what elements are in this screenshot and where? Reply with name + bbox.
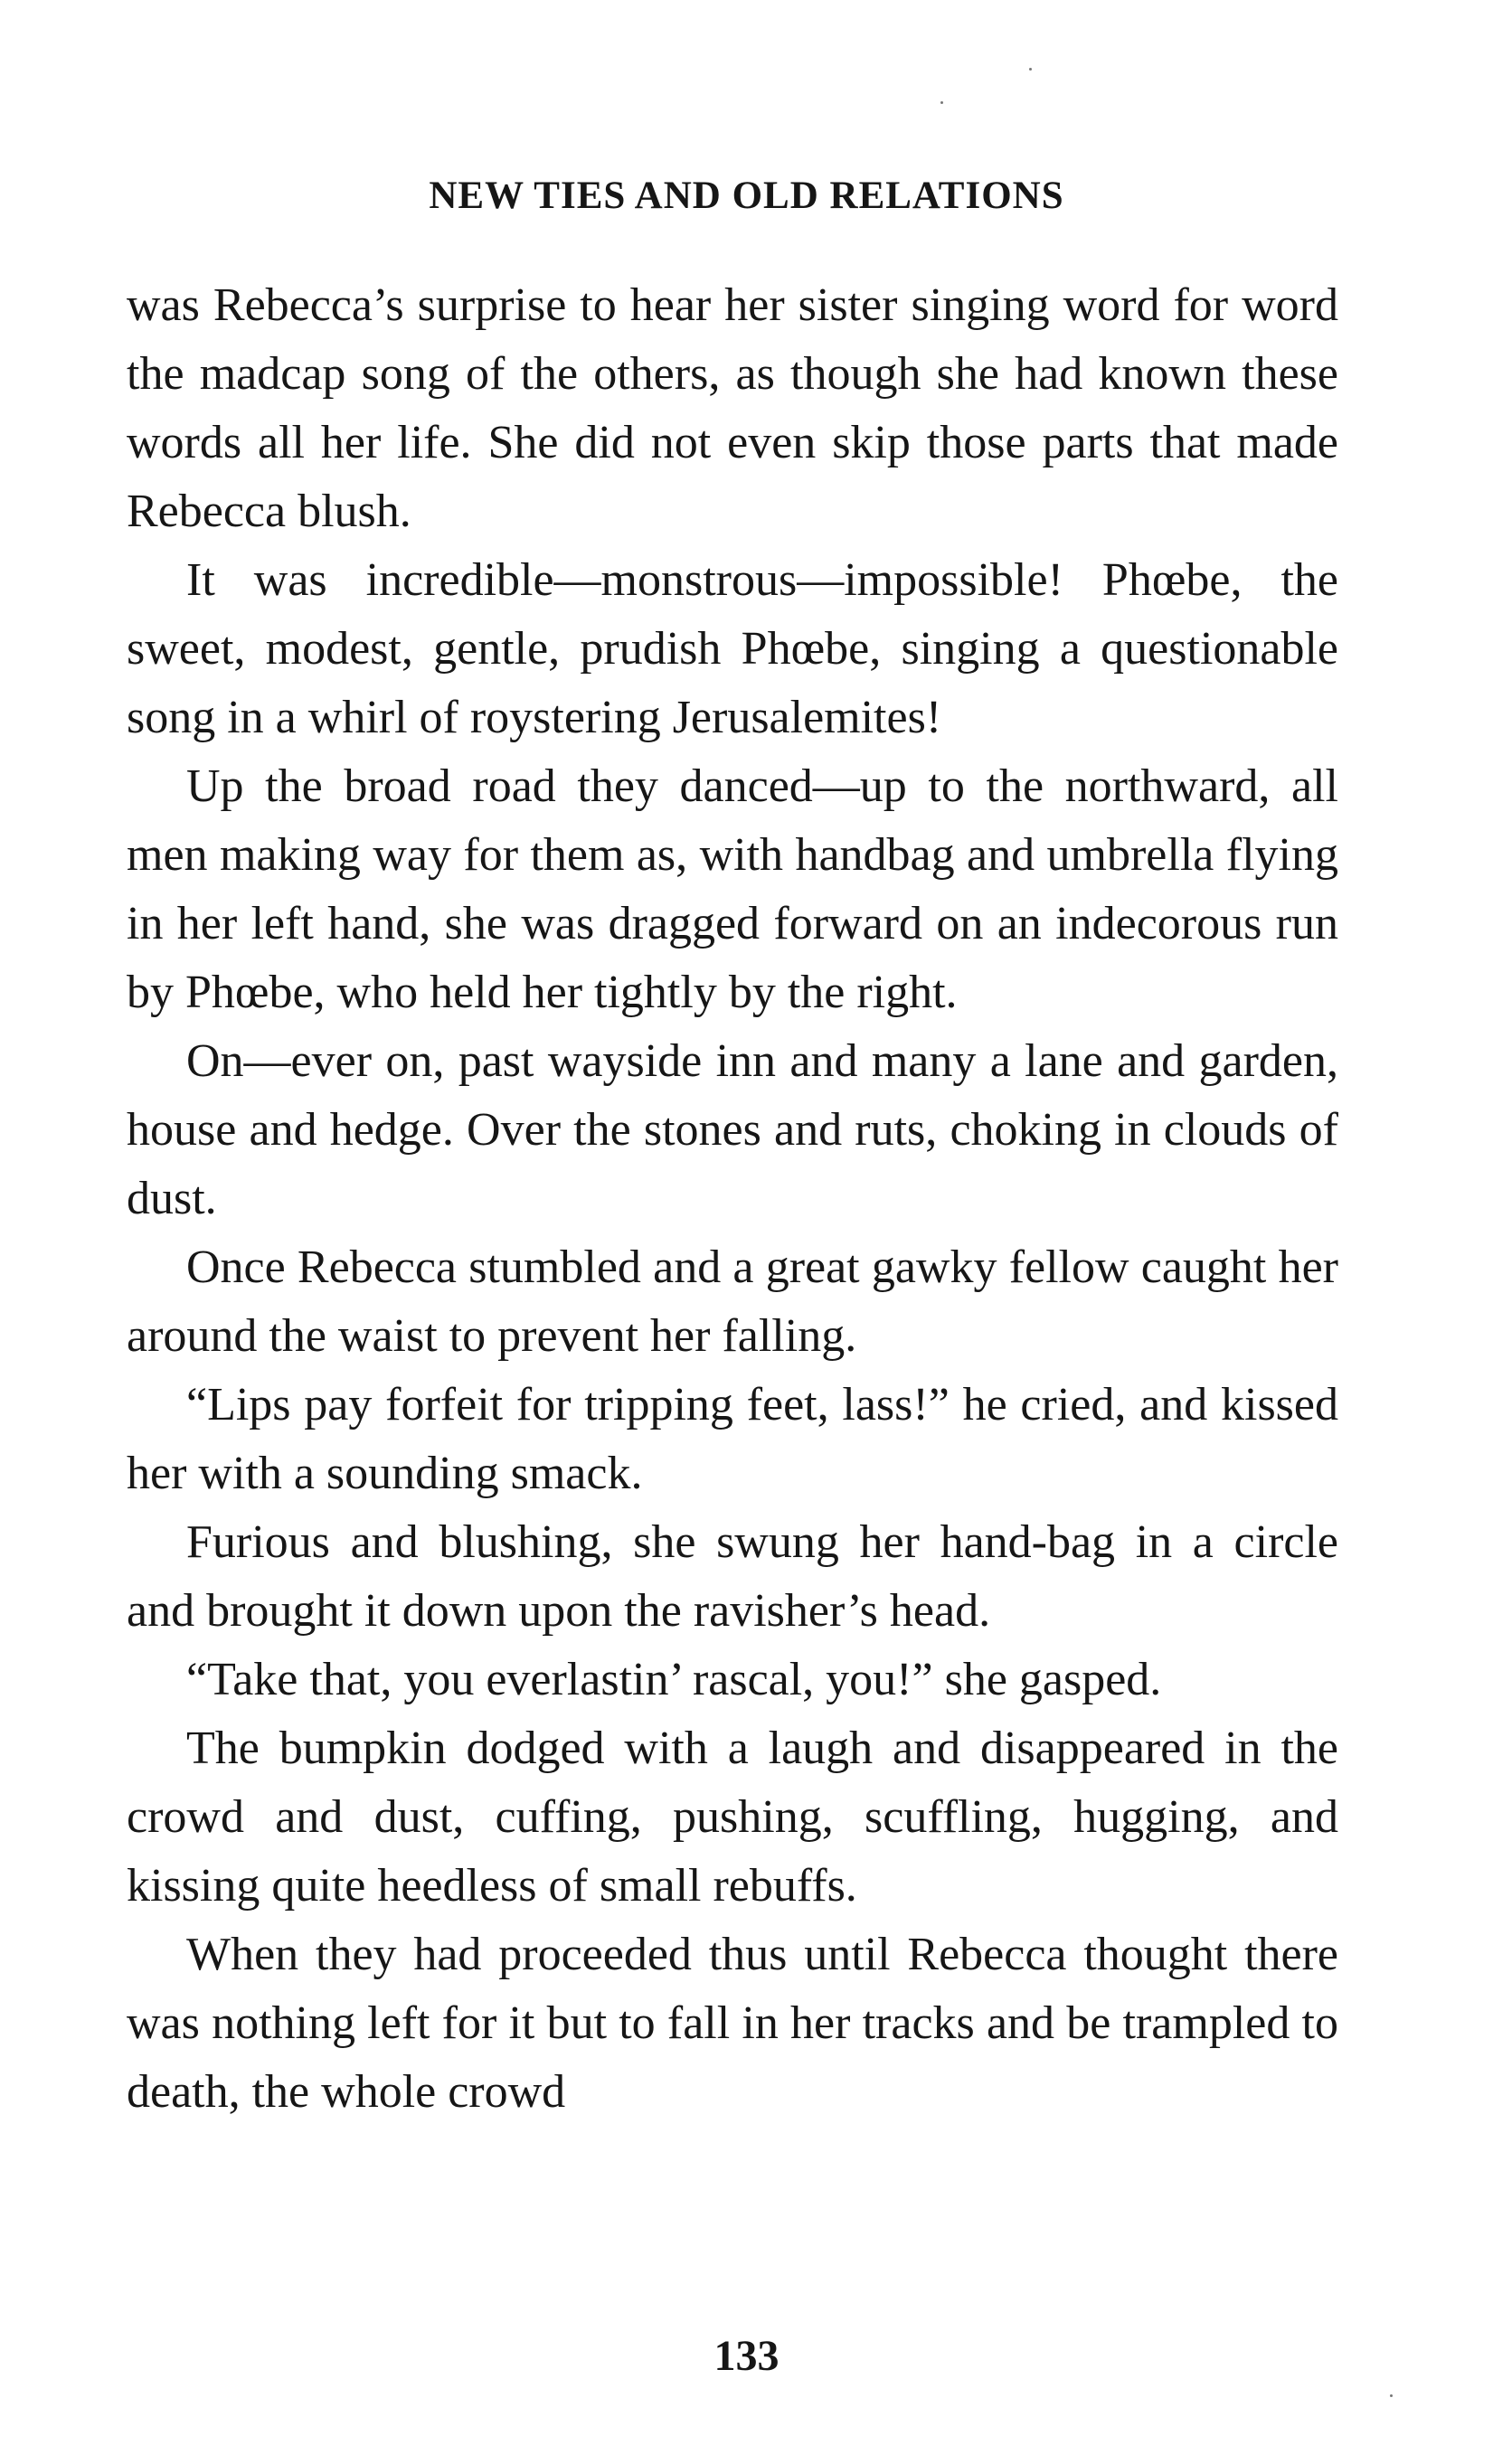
body-text [127,271,1338,2127]
paragraph-4: On—ever on, past wayside inn and many a lane and garden, house and hedge. Over the stones and ruts, choking in clouds of dust. [127,1035,1338,1224]
paragraph-2: It was incredible—monstrous—impossible! Phœbe, the sweet, modest, gentle, prudish Phœbe, singing a questionable song in a whirl of roystering Jerusalemites! [127,554,1338,743]
running-head: NEW TIES AND OLD RELATIONS [429,175,1064,217]
paragraph-3: Up the broad road they danced—up to the northward, all men making way for them as, with handbag and umbrella flying in her left hand, she was dragged forward on an indecorous run by Phœbe, who held her tightly by the right. [127,760,1338,1018]
paragraph-7: Furious and blushing, she swung her hand-bag in a circle and brought it down upon the ravisher’s head. [127,1516,1338,1637]
paper-speck [1390,2394,1393,2397]
paper-speck [940,101,943,104]
paragraph-10: When they had proceeded thus until Rebecca thought there was nothing left for it but to fall in her tracks and be trampled to death, the whole crowd [127,1929,1338,2118]
paragraph-6: “Lips pay forfeit for tripping feet, lass!” he cried, and kissed her with a sounding smack. [127,1379,1338,1499]
paragraph-5: Once Rebecca stumbled and a great gawky fellow caught her around the waist to prevent her falling. [127,1241,1338,1362]
page-number: 133 [713,2332,780,2380]
paper-speck [1029,68,1032,71]
paragraph-1-continued: was Rebecca’s surprise to hear her sister singing word for word the madcap song of the others, as though she had known these words all her life. She did not even skip those parts that made Rebecca blush. [127,279,1338,537]
paragraph-9: The bumpkin dodged with a laugh and disappeared in the crowd and dust, cuffing, pushing, scuffling, hugging, and kissing quite heedless of small rebuffs. [127,1723,1338,1912]
paragraph-8: “Take that, you everlastin’ rascal, you!” she gasped. [186,1654,1162,1705]
